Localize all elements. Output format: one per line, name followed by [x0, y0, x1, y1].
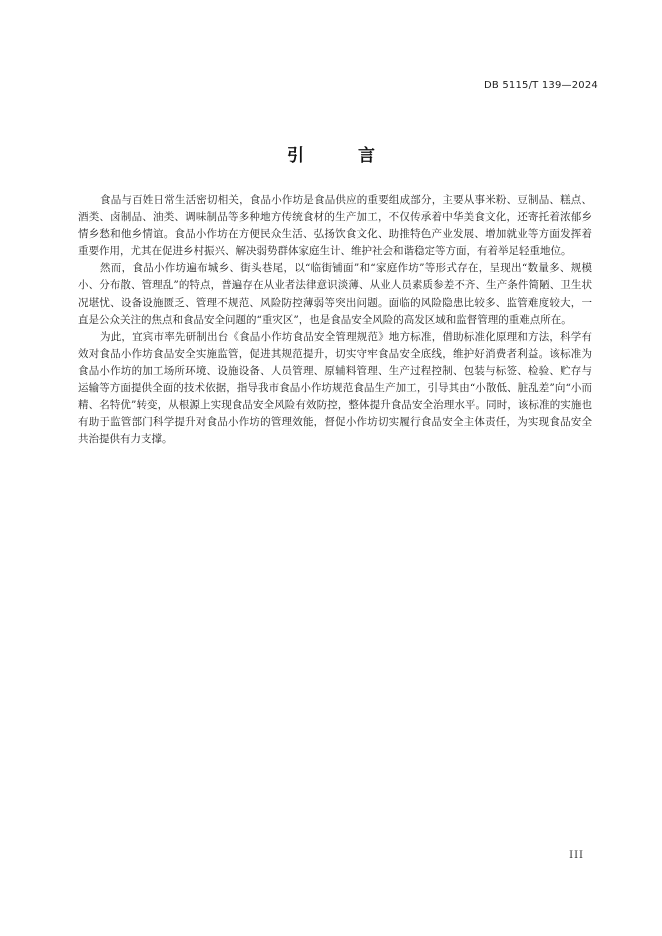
page-number: III [569, 850, 584, 861]
page-title: 引 言 [287, 146, 399, 166]
paragraph-2: 然而，食品小作坊遍布城乡、街头巷尾，以“临街铺面”和“家庭作坊”等形式存在，呈现出“数量多、规模小、分布散、管理乱”的特点，普遍存在从业者法律意识淡薄、从业人员素质参差不齐、生产条件简陋、卫生状况堪忧、设备设施匮乏、管理不规范、风险防控薄弱等突出问题。面临的风险隐患比较多、监管难度较大，一直是公众关注的焦点和食品安全问题的“重灾区”，也是食品安全风险的高发区域和监督管理的重难点所在。 [78, 262, 592, 326]
paragraph-3: 为此，宜宾市率先研制出台《食品小作坊食品安全管理规范》地方标准，借助标准化原理和方法，科学有效对食品小作坊食品安全实施监管，促进其规范提升，切实守牢食品安全底线，维护好消费者利益。该标准为食品小作坊的加工场所环境、设施设备、人员管理、原辅料管理、生产过程控制、包装与标签、检验、贮存与运输等方面提供全面的技术依据，指导我市食品小作坊规范食品生产加工，引导其由“小散低、脏乱差”向“小而精、名特优”转变，从根源上实现食品安全风险有效防控，整体提升食品安全治理水平。同时，该标准的实施也有助于监管部门科学提升对食品小作坊的管理效能，督促小作坊切实履行食品安全主体责任，为实现食品安全共治提供有力支撑。 [78, 330, 592, 446]
body-text [78, 192, 592, 448]
standard-code: DB 5115/T 139—2024 [484, 80, 598, 91]
paragraph-1: 食品与百姓日常生活密切相关，食品小作坊是食品供应的重要组成部分，主要从事米粉、豆制品、糕点、酒类、卤制品、油类、调味制品等多种地方传统食材的生产加工，不仅传承着中华美食文化，还寄托着浓郁乡情乡愁和他乡情谊。食品小作坊在方便民众生活、弘扬饮食文化、助推特色产业发展、增加就业等方面发挥着重要作用，尤其在促进乡村振兴、解决弱势群体家庭生计、维护社会和谐稳定等方面，有着举足轻重地位。 [78, 194, 592, 258]
